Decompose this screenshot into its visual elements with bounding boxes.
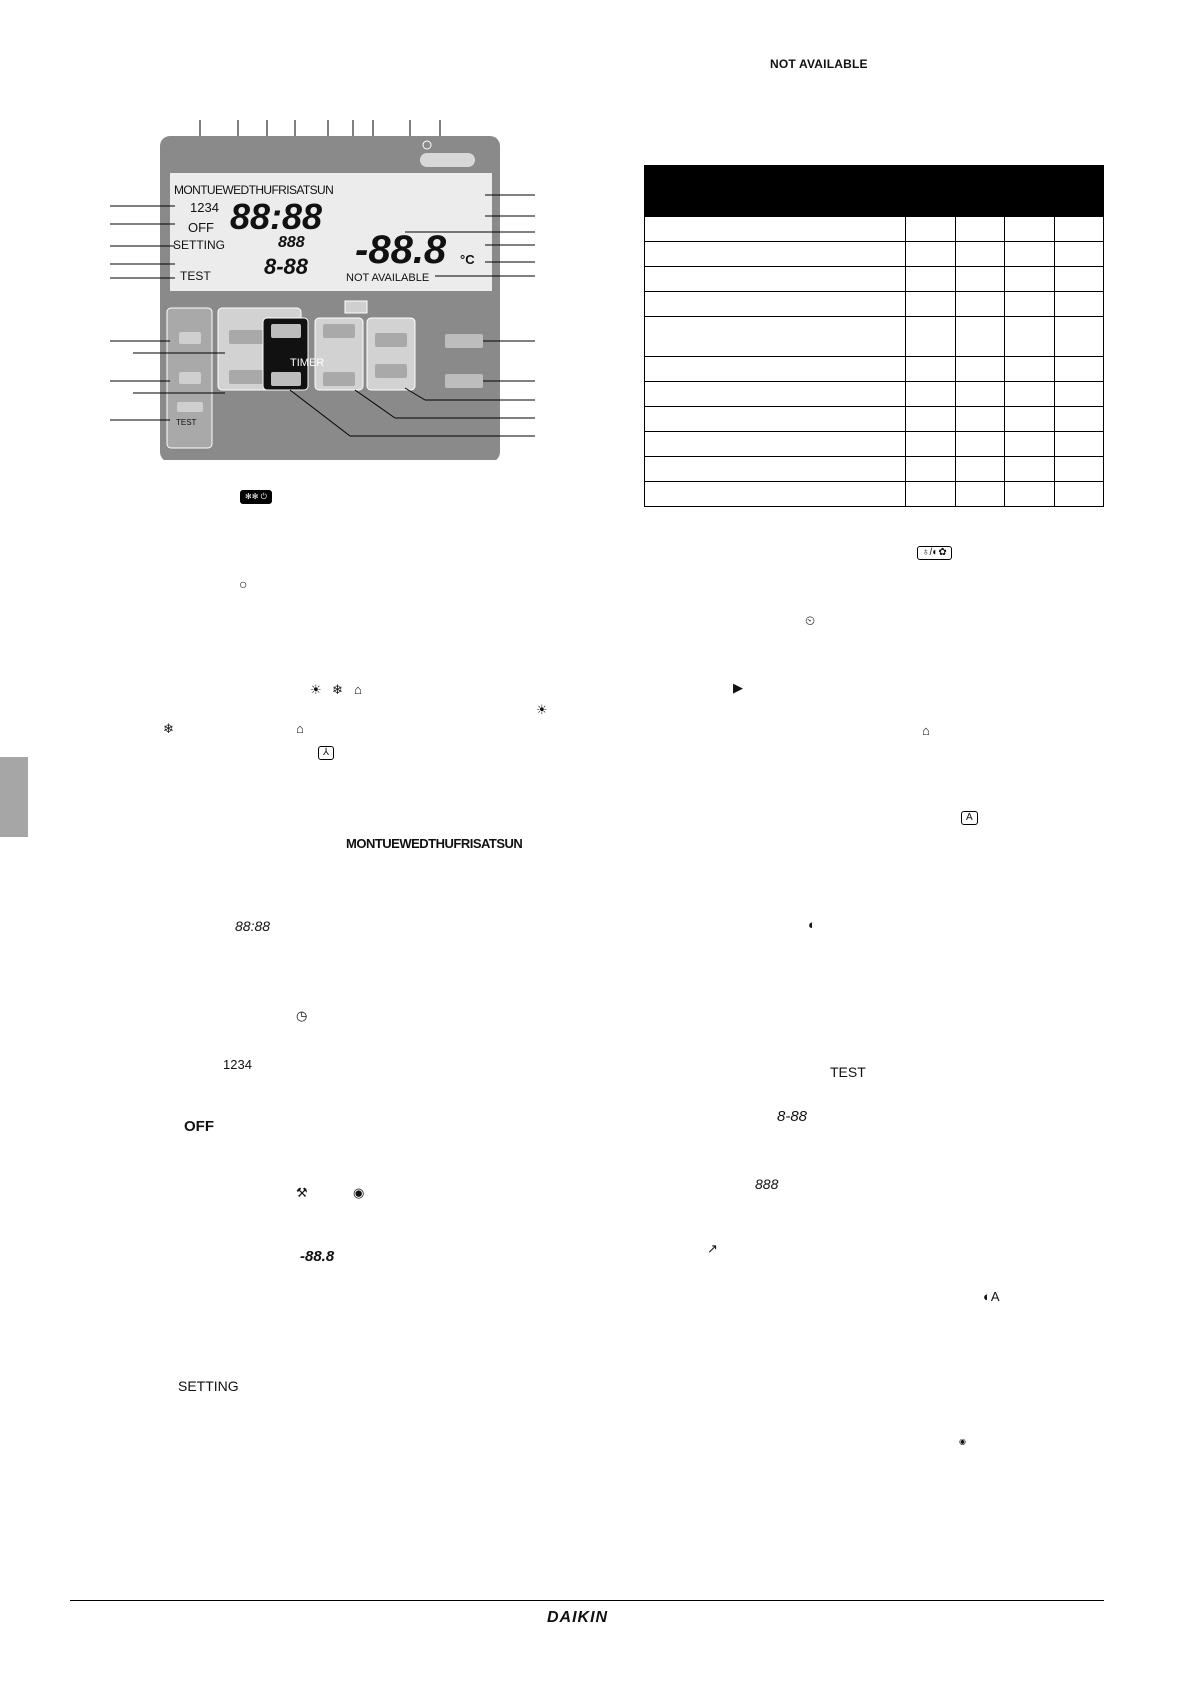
fan-mode-icon: ⅄ xyxy=(318,746,334,760)
lcd-code-small: 888 xyxy=(278,234,305,251)
section-tab xyxy=(0,757,28,837)
setting-label: SETTING xyxy=(178,1378,239,1394)
remote-controller-figure xyxy=(105,108,545,460)
error-code-label: 8-88 xyxy=(777,1108,808,1125)
test-label: TEST xyxy=(830,1064,866,1080)
test-button-icon: ◉ xyxy=(959,1437,966,1446)
temperature-label: -88.8 xyxy=(300,1248,335,1265)
outdoor-temperature-icon: ⌂ xyxy=(922,723,930,738)
timer-button-label[interactable]: TIMER xyxy=(290,357,325,369)
lcd-not-available: NOT AVAILABLE xyxy=(346,272,430,284)
snowflake-icon: ❄ xyxy=(332,682,343,697)
clock-icon: ◷ xyxy=(296,1008,308,1023)
not-available-heading: NOT AVAILABLE xyxy=(770,57,868,71)
house-icon: ⌂ xyxy=(296,721,304,736)
wrench-icon: ⚒ xyxy=(296,1185,308,1200)
lcd-temperature: -88.8 xyxy=(355,228,447,272)
days-label: MONTUEWEDTHUFRISATSUN xyxy=(346,836,523,851)
footer-rule xyxy=(70,1600,1104,1601)
lcd-clock: 88:88 xyxy=(230,196,323,237)
lcd-days: MONTUEWEDTHUFRISATSUN xyxy=(174,183,334,197)
auto-icon: A xyxy=(961,811,978,825)
snowflake-icon: ❄ xyxy=(163,721,174,736)
sun-icon: ☀ xyxy=(536,702,548,717)
lcd-error-code: 8-88 xyxy=(264,254,309,279)
lcd-temperature-unit: °C xyxy=(460,252,475,267)
off-label: OFF xyxy=(184,1118,214,1135)
spec-table xyxy=(644,165,1104,507)
circle-icon: ○ xyxy=(239,576,248,592)
lcd-setting: SETTING xyxy=(173,238,226,252)
sun-icon: ☀ xyxy=(310,682,322,697)
operation-power-icon: ✻✻ ⏻ xyxy=(240,490,272,504)
lcd-timer-number: 1234 xyxy=(190,200,219,215)
thermometer-icon: ◐ xyxy=(808,917,816,932)
lcd-test: TEST xyxy=(180,269,211,283)
house-icon: ⌂ xyxy=(354,682,362,697)
daikin-logo: DAIKIN xyxy=(547,1609,609,1626)
shower-icon: ↗ xyxy=(707,1241,718,1256)
timer-number-label: 1234 xyxy=(223,1057,252,1072)
pump-icon: ▶ xyxy=(733,680,743,695)
eye-icon: ◉ xyxy=(353,1185,365,1200)
test-button-label[interactable]: TEST xyxy=(176,418,197,427)
mode-selector-icon: ♁/◐✿ xyxy=(917,546,952,560)
clock-label: 88:88 xyxy=(235,918,271,934)
defrost-icon: ⏲ xyxy=(805,613,816,628)
thermostat-auto-icon: ◐A xyxy=(983,1289,1000,1304)
lcd-off: OFF xyxy=(188,220,214,235)
small-code-label: 888 xyxy=(755,1176,779,1192)
